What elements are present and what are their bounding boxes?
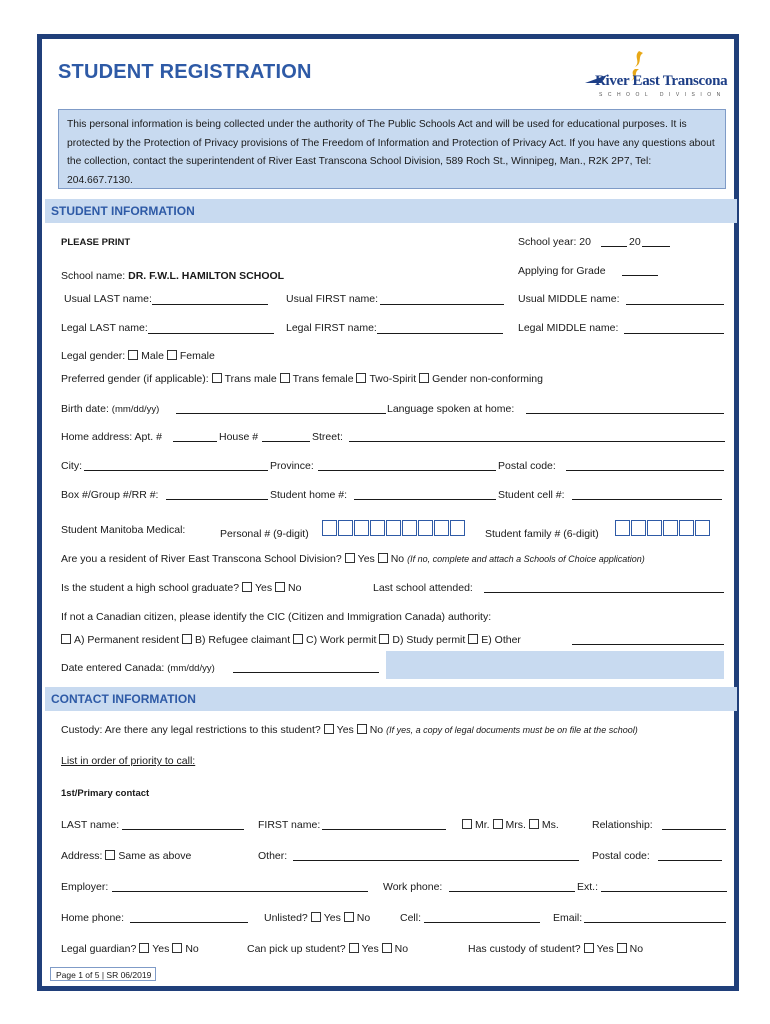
box-label: Box #/Group #/RR #:	[61, 489, 159, 501]
school-year-label: School year: 20	[518, 236, 591, 248]
school-year-end-field[interactable]	[642, 246, 670, 247]
usual-last-field[interactable]	[152, 304, 268, 305]
resident-yes-checkbox[interactable]	[345, 553, 355, 563]
grade-field[interactable]	[622, 275, 658, 276]
legal-middle-field[interactable]	[624, 333, 724, 334]
page-title: STUDENT REGISTRATION	[58, 61, 312, 83]
legal-first-label: Legal FIRST name:	[286, 322, 377, 334]
female-checkbox[interactable]	[167, 350, 177, 360]
guardian-yes-checkbox[interactable]	[139, 943, 149, 953]
cic-question: If not a Canadian citizen, please identify the CIC (Citizen and Immigration Canada) authority:	[61, 611, 492, 623]
province-label: Province:	[270, 460, 314, 472]
two-spirit-checkbox[interactable]	[356, 373, 366, 383]
preferred-gender-row: Preferred gender (if applicable): Trans male Trans female Two-Spirit Gender non-conforming	[61, 373, 543, 385]
graduate-yes-checkbox[interactable]	[242, 582, 252, 592]
legal-middle-label: Legal MIDDLE name:	[518, 322, 619, 334]
male-checkbox[interactable]	[128, 350, 138, 360]
legal-gender-row: Legal gender: Male Female	[61, 350, 215, 362]
custody-row-2: Has custody of student? Yes No	[468, 943, 644, 955]
ext-label: Ext.:	[577, 881, 599, 893]
ext-field[interactable]	[601, 891, 727, 892]
form-page	[37, 34, 739, 991]
usual-middle-field[interactable]	[626, 304, 724, 305]
please-print-label: PLEASE PRINT	[61, 237, 131, 248]
unlisted-row: Unlisted? Yes No	[264, 912, 371, 924]
primary-contact-label: 1st/Primary contact	[61, 788, 150, 799]
legal-guardian-row: Legal guardian? Yes No	[61, 943, 199, 955]
postal-code-label: Postal code:	[498, 460, 556, 472]
mrs-checkbox[interactable]	[493, 819, 503, 829]
custody-no-checkbox[interactable]	[357, 724, 367, 734]
legal-last-label: Legal LAST name:	[61, 322, 148, 334]
house-field[interactable]	[262, 441, 310, 442]
graduate-row: Is the student a high school graduate? Yes No	[61, 582, 302, 594]
contact-postal-label: Postal code:	[592, 850, 650, 862]
refugee-checkbox[interactable]	[182, 634, 192, 644]
pick-up-row: Can pick up student? Yes No	[247, 943, 409, 955]
street-field[interactable]	[349, 441, 725, 442]
manitoba-medical-label: Student Manitoba Medical:	[61, 524, 186, 536]
family-number-label: Student family # (6-digit)	[485, 528, 599, 540]
usual-first-field[interactable]	[380, 304, 504, 305]
cell-label: Cell:	[400, 912, 422, 924]
office-use-box	[386, 651, 724, 679]
relationship-field[interactable]	[662, 829, 726, 830]
school-year-mid: 20	[629, 236, 641, 248]
division-logo	[577, 45, 737, 105]
custody-row: Custody: Are there any legal restrictions to this student? Yes No (If yes, a copy of legal documents must be on file at the school)	[61, 724, 638, 736]
birth-date-label: Birth date: (mm/dd/yy)	[61, 403, 160, 415]
mr-checkbox[interactable]	[462, 819, 472, 829]
postal-code-field[interactable]	[566, 470, 724, 471]
usual-first-label: Usual FIRST name:	[286, 293, 379, 305]
home-address-label: Home address: Apt. #	[61, 431, 162, 443]
same-as-above-checkbox[interactable]	[105, 850, 115, 860]
family-number-boxes[interactable]	[615, 520, 711, 536]
last-school-label: Last school attended:	[373, 582, 473, 594]
ms-checkbox[interactable]	[529, 819, 539, 829]
cic-options-row: A) Permanent resident B) Refugee claimant C) Work permit D) Study permit E) Other	[61, 634, 521, 647]
has-custody-yes-checkbox[interactable]	[584, 943, 594, 953]
student-info-header: STUDENT INFORMATION	[45, 199, 737, 223]
student-home-label: Student home #:	[270, 489, 348, 501]
cell-field[interactable]	[424, 922, 540, 923]
contact-postal-field[interactable]	[658, 860, 722, 861]
city-field[interactable]	[84, 470, 268, 471]
guardian-no-checkbox[interactable]	[172, 943, 182, 953]
relationship-label: Relationship:	[592, 819, 653, 831]
contact-first-field[interactable]	[322, 829, 446, 830]
page-footer: Page 1 of 5 | SR 06/2019	[50, 967, 156, 981]
contact-first-label: FIRST name:	[258, 819, 321, 831]
student-cell-field[interactable]	[572, 499, 722, 500]
has-custody-no-checkbox[interactable]	[617, 943, 627, 953]
employer-field[interactable]	[112, 891, 368, 892]
contact-last-field[interactable]	[122, 829, 244, 830]
home-phone-field[interactable]	[130, 922, 248, 923]
street-label: Street:	[312, 431, 343, 443]
resident-no-checkbox[interactable]	[378, 553, 388, 563]
title-row: Mr. Mrs. Ms.	[462, 819, 559, 832]
cic-other-field[interactable]	[572, 644, 724, 645]
province-field[interactable]	[318, 470, 496, 471]
permanent-resident-checkbox[interactable]	[61, 634, 71, 644]
other-checkbox[interactable]	[468, 634, 478, 644]
contact-info-header: CONTACT INFORMATION	[45, 687, 737, 711]
employer-label: Employer:	[61, 881, 109, 893]
unlisted-no-checkbox[interactable]	[344, 912, 354, 922]
home-phone-label: Home phone:	[61, 912, 125, 924]
house-label: House #	[219, 431, 259, 443]
city-label: City:	[61, 460, 82, 472]
school-name-value: DR. F.W.L. HAMILTON SCHOOL	[128, 270, 285, 282]
non-conforming-checkbox[interactable]	[419, 373, 429, 383]
personal-number-boxes[interactable]	[322, 520, 466, 536]
usual-last-label: Usual LAST name:	[64, 293, 152, 305]
privacy-notice: This personal information is being collected under the authority of The Public Schools Act and will be used for educational purposes. It is protected by the Protection of Privacy provisions of The Freedom of Information and Protection of Privacy Act. If you have any questions about the collection, contact the superintendent of River East Transcona School Division, 589 Roch St., Winnipeg, Man., R2K 2P7, Tel: 204.667.7130.	[58, 109, 726, 189]
legal-last-field[interactable]	[148, 333, 274, 334]
legal-first-field[interactable]	[377, 333, 503, 334]
work-permit-checkbox[interactable]	[293, 634, 303, 644]
school-year-start-field[interactable]	[601, 246, 627, 247]
email-field[interactable]	[584, 922, 726, 923]
logo-text: River East Transcona	[595, 73, 728, 89]
usual-middle-label: Usual MIDDLE name:	[518, 293, 620, 305]
language-label: Language spoken at home:	[387, 403, 515, 415]
trans-female-checkbox[interactable]	[280, 373, 290, 383]
pickup-yes-checkbox[interactable]	[349, 943, 359, 953]
contact-last-label: LAST name:	[61, 819, 120, 831]
box-field[interactable]	[166, 499, 268, 500]
resident-row: Are you a resident of River East Transcona School Division? Yes No (If no, complete and attach a Schools of Choice application)	[61, 553, 645, 565]
personal-number-label: Personal # (9-digit)	[220, 528, 309, 540]
unlisted-yes-checkbox[interactable]	[311, 912, 321, 922]
custody-yes-checkbox[interactable]	[324, 724, 334, 734]
other-address-field[interactable]	[293, 860, 579, 861]
email-label: Email:	[553, 912, 583, 924]
study-permit-checkbox[interactable]	[379, 634, 389, 644]
date-entered-label: Date entered Canada: (mm/dd/yy)	[61, 662, 215, 674]
apt-field[interactable]	[173, 441, 217, 442]
last-school-field[interactable]	[484, 592, 724, 593]
student-cell-label: Student cell #:	[498, 489, 565, 501]
logo-subtext: SCHOOL DIVISION	[599, 92, 726, 98]
language-field[interactable]	[526, 413, 724, 414]
work-phone-label: Work phone:	[383, 881, 443, 893]
other-label: Other:	[258, 850, 288, 862]
graduate-no-checkbox[interactable]	[275, 582, 285, 592]
date-entered-field[interactable]	[233, 672, 379, 673]
work-phone-field[interactable]	[449, 891, 575, 892]
trans-male-checkbox[interactable]	[212, 373, 222, 383]
priority-label: List in order of priority to call:	[61, 755, 196, 767]
school-name-label: School name: DR. F.W.L. HAMILTON SCHOOL	[61, 270, 285, 282]
pickup-no-checkbox[interactable]	[382, 943, 392, 953]
birth-date-field[interactable]	[176, 413, 386, 414]
student-home-field[interactable]	[354, 499, 496, 500]
applying-grade-label: Applying for Grade	[518, 265, 606, 277]
address-row: Address: Same as above	[61, 850, 192, 862]
